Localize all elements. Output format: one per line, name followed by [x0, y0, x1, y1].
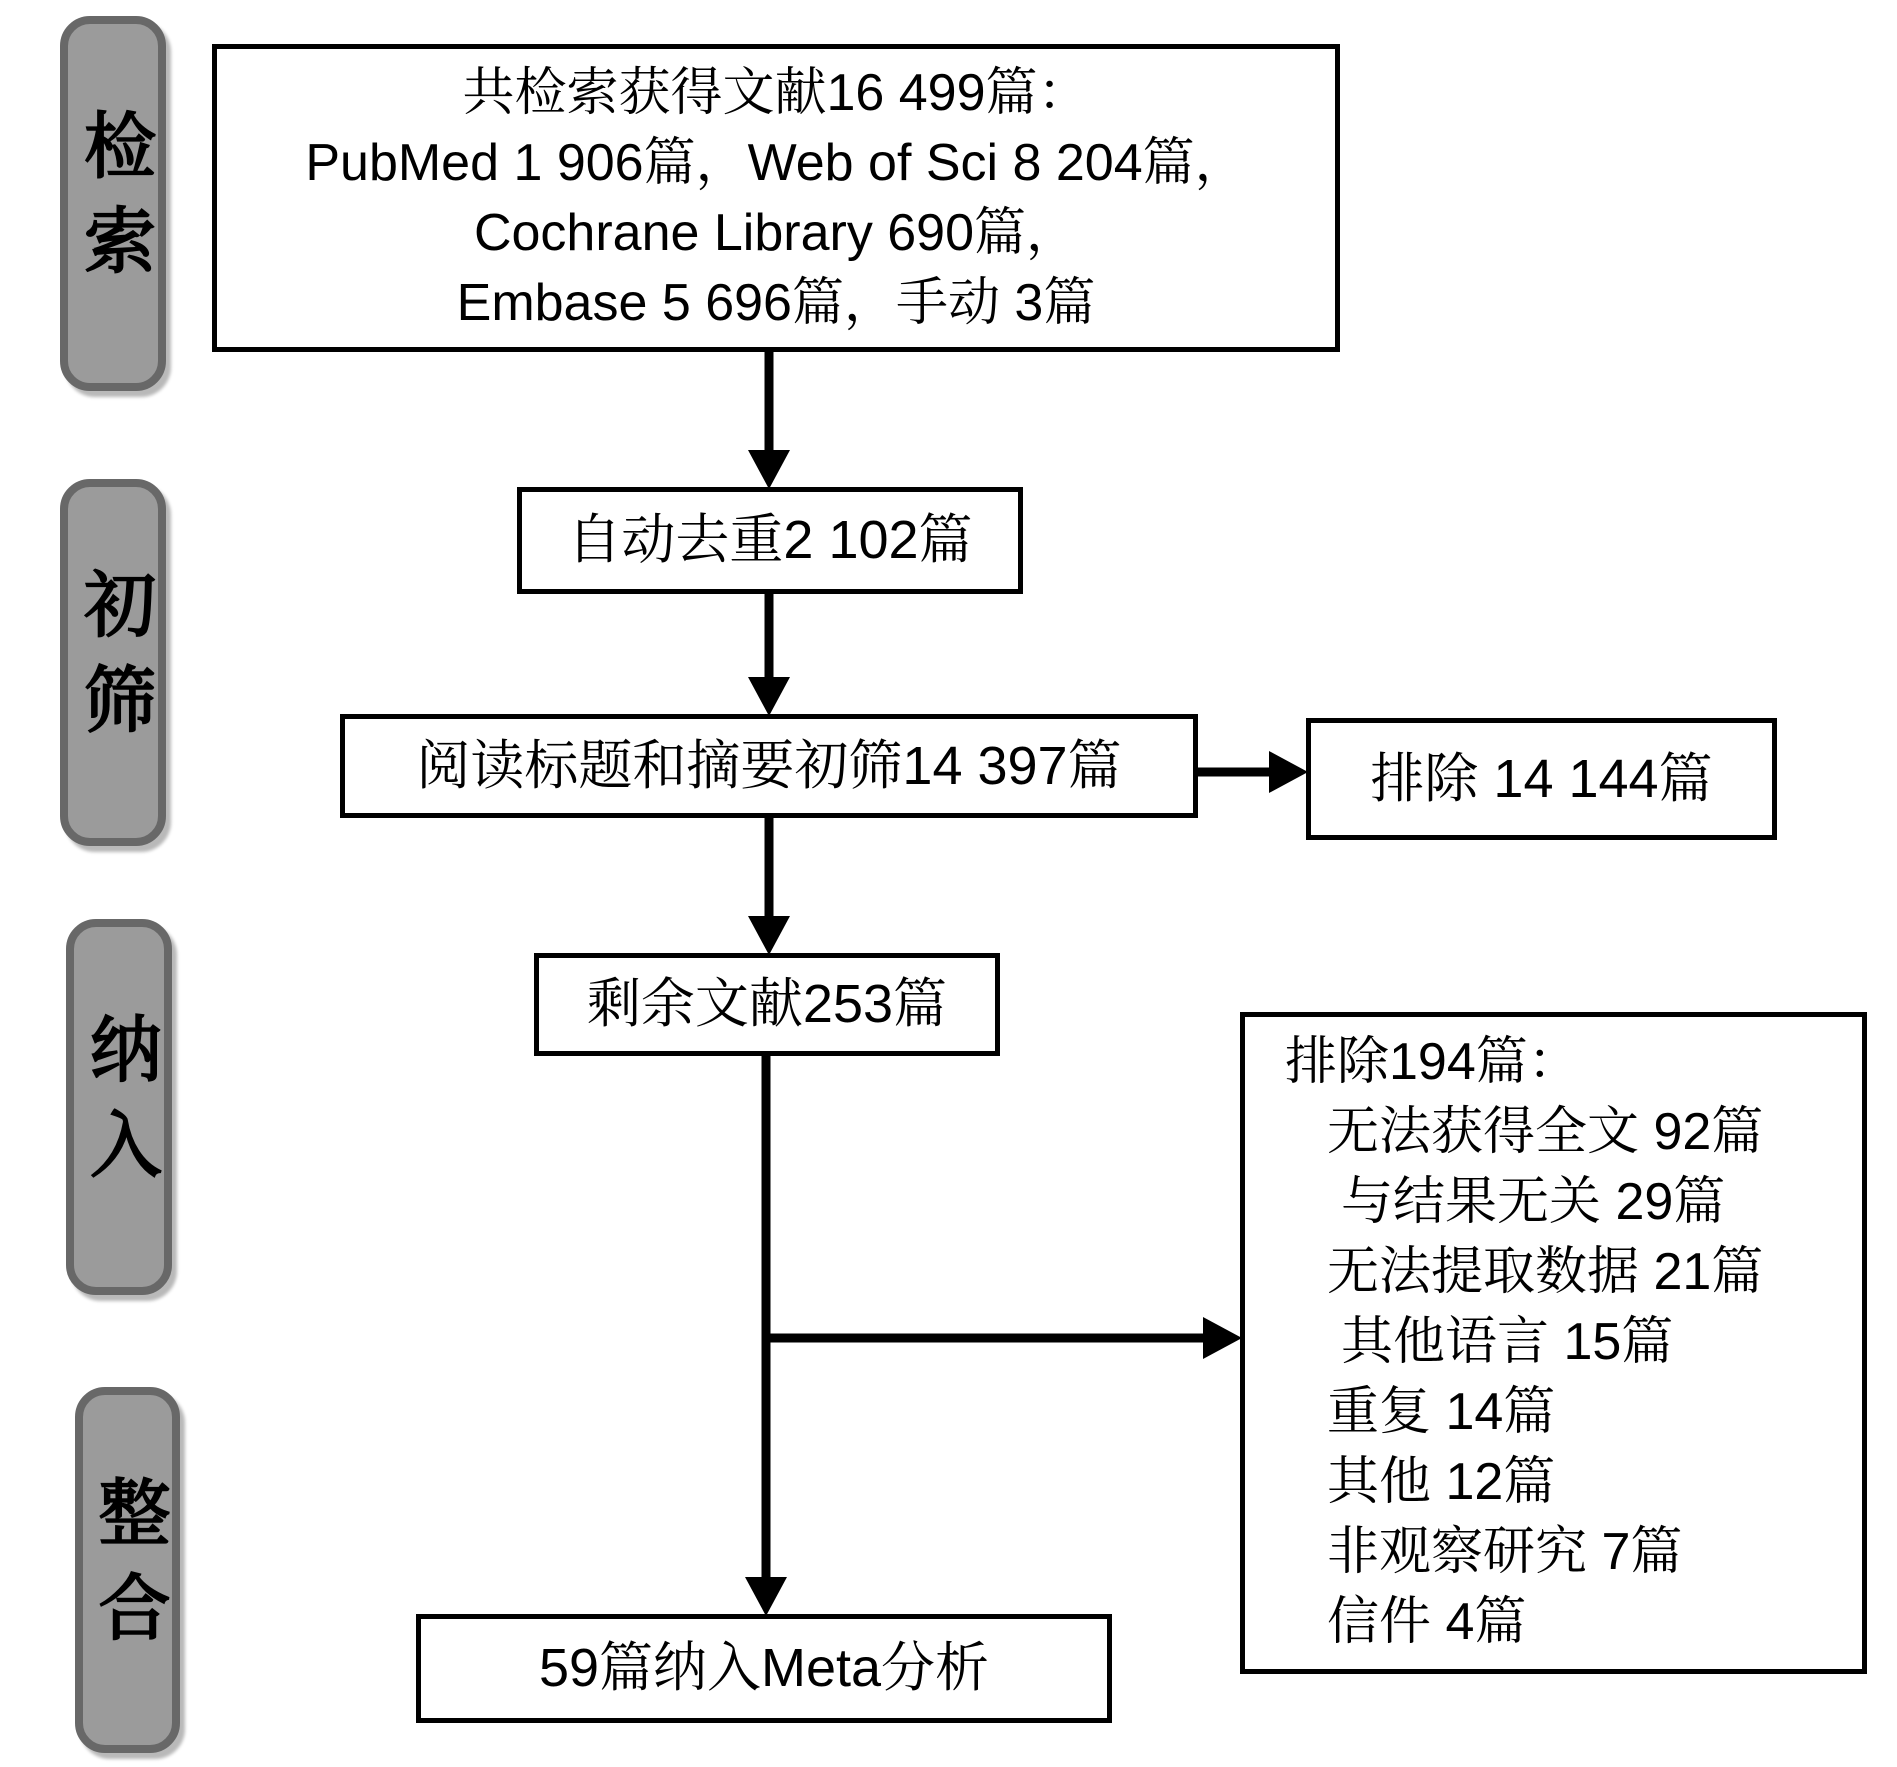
stage-label-integration: 整合 — [75, 1387, 180, 1753]
arrow-branch-to-excluded-eligibility-head — [1203, 1317, 1242, 1359]
excluded-reason-non-observational: 非观察研究 7篇 — [1327, 1523, 1683, 1581]
box-included-meta-analysis: 59篇纳入Meta分析 — [416, 1614, 1112, 1723]
arrow-screen-to-excluded-head — [1269, 751, 1308, 793]
arrow-remaining-to-included-head — [745, 1577, 787, 1616]
search-total-line-4: Embase 5 696篇，手动 3篇 — [456, 274, 1096, 332]
arrow-search-to-dedup-head — [748, 450, 790, 489]
box-title-abstract-screen: 阅读标题和摘要初筛14 397篇 — [340, 714, 1198, 818]
box-auto-dedup: 自动去重2 102篇 — [517, 487, 1023, 594]
arrow-screen-to-remaining-head — [748, 916, 790, 955]
arrow-dedup-to-screen-head — [748, 677, 790, 716]
search-total-line-2: PubMed 1 906篇，Web of Sci 8 204篇， — [305, 134, 1247, 192]
box-remaining-articles: 剩余文献253篇 — [534, 953, 1000, 1056]
excluded-reason-duplicate: 重复 14篇 — [1327, 1383, 1556, 1441]
stage-label-initial-screening: 初筛 — [60, 479, 166, 846]
stage-label-search: 检索 — [60, 16, 166, 391]
search-total-line-1: 共检索获得文献16 499篇： — [462, 64, 1090, 122]
excluded-eligibility-title: 排除194篇： — [1285, 1033, 1580, 1091]
search-total-line-3: Cochrane Library 690篇， — [473, 204, 1079, 262]
box-excluded-screening: 排除 14 144篇 — [1306, 718, 1777, 840]
excluded-reason-other: 其他 12篇 — [1327, 1453, 1556, 1511]
excluded-reason-no-fulltext: 无法获得全文 92篇 — [1327, 1103, 1764, 1161]
excluded-reason-no-data: 无法提取数据 21篇 — [1327, 1243, 1764, 1301]
excluded-reason-other-language: 其他语言 15篇 — [1341, 1313, 1674, 1371]
excluded-reason-unrelated-outcome: 与结果无关 29篇 — [1341, 1173, 1726, 1231]
stage-label-inclusion: 纳入 — [66, 919, 172, 1295]
excluded-reason-letters: 信件 4篇 — [1327, 1593, 1527, 1651]
